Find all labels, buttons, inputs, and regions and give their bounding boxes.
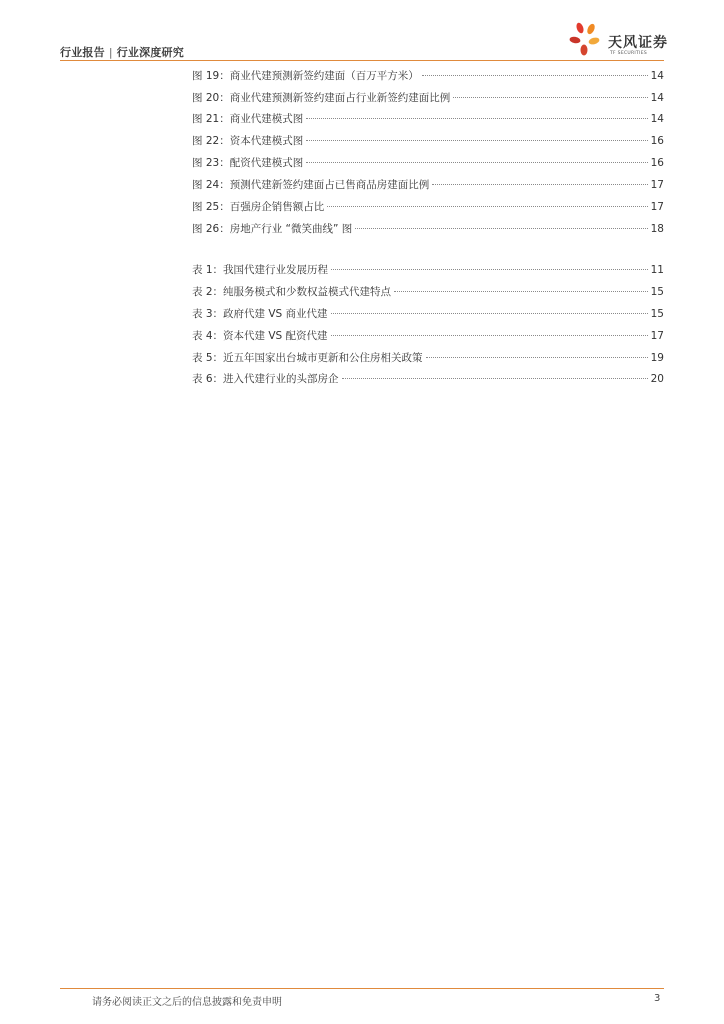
footer-disclaimer: 请务必阅读正文之后的信息披露和免责申明 xyxy=(92,997,282,1008)
toc-leader xyxy=(331,269,648,270)
toc-label: 表 2：纯服务模式和少数权益模式代建特点 xyxy=(192,286,392,298)
logo-petals xyxy=(569,22,600,56)
toc-entry-table-4[interactable] xyxy=(192,328,664,344)
toc-leader xyxy=(355,228,647,229)
toc-page: 15 xyxy=(650,308,664,320)
toc-page: 14 xyxy=(650,70,664,82)
logo-name: 天风证券 xyxy=(608,35,668,51)
toc-entry-table-1[interactable] xyxy=(192,262,664,278)
toc-entry-table-6[interactable] xyxy=(192,371,664,387)
toc-page: 20 xyxy=(650,373,664,385)
toc-leader xyxy=(422,75,648,76)
toc-label: 表 1：我国代建行业发展历程 xyxy=(192,264,329,276)
header-divider xyxy=(60,60,664,61)
toc-leader xyxy=(453,97,647,98)
toc-entry-figure-24[interactable] xyxy=(192,177,664,193)
toc-leader xyxy=(327,206,647,207)
toc-page: 11 xyxy=(650,264,664,276)
toc-entry-table-2[interactable] xyxy=(192,284,664,300)
toc-leader xyxy=(331,335,648,336)
toc-page: 17 xyxy=(650,330,664,342)
toc-leader xyxy=(306,118,647,119)
toc-label: 图 26：房地产行业 “微笑曲线” 图 xyxy=(192,223,353,235)
toc-label: 图 20：商业代建预测新签约建面占行业新签约建面比例 xyxy=(192,92,451,104)
toc-page: 15 xyxy=(650,286,664,298)
toc-label: 图 22：资本代建模式图 xyxy=(192,135,304,147)
toc-page: 16 xyxy=(650,135,664,147)
toc-entry-figure-26[interactable] xyxy=(192,221,664,237)
toc-label: 图 21：商业代建模式图 xyxy=(192,113,304,125)
toc-page: 17 xyxy=(650,179,664,191)
toc-leader xyxy=(306,162,647,163)
toc-page: 19 xyxy=(650,352,664,364)
toc-leader xyxy=(432,184,647,185)
header-separator: | xyxy=(108,46,113,59)
header-report-type: 行业深度研究 xyxy=(116,46,184,59)
toc-page: 14 xyxy=(650,113,664,125)
toc-label: 图 25：百强房企销售额占比 xyxy=(192,201,325,213)
toc-label: 表 6：进入代建行业的头部房企 xyxy=(192,373,339,385)
toc-label: 图 23：配资代建模式图 xyxy=(192,157,304,169)
toc-entry-figure-23[interactable] xyxy=(192,155,664,171)
toc-label: 表 3：政府代建 VS 商业代建 xyxy=(192,308,328,320)
toc-label: 图 24：预测代建新签约建面占已售商品房建面比例 xyxy=(192,179,430,191)
toc-entry-table-5[interactable] xyxy=(192,350,664,366)
toc-leader xyxy=(342,378,648,379)
toc-entry-figure-25[interactable] xyxy=(192,199,664,215)
toc-entry-figure-20[interactable] xyxy=(192,90,664,106)
header-category: 行业报告 xyxy=(60,46,105,59)
header-title xyxy=(60,44,184,60)
toc-entry-table-3[interactable] xyxy=(192,306,664,322)
toc-entry-figure-21[interactable] xyxy=(192,111,664,127)
logo-subtitle: TF SECURITIES xyxy=(610,51,648,56)
toc-label: 表 4：资本代建 VS 配资代建 xyxy=(192,330,328,342)
toc-leader xyxy=(331,313,648,314)
toc-leader xyxy=(426,357,648,358)
toc-leader xyxy=(306,140,647,141)
toc-label: 图 19：商业代建预测新签约建面（百万平方米） xyxy=(192,70,419,82)
toc-label: 表 5：近五年国家出台城市更新和公住房相关政策 xyxy=(192,352,423,364)
toc-page: 16 xyxy=(650,157,664,169)
page-number: 3 xyxy=(654,993,661,1004)
toc-page: 14 xyxy=(650,92,664,104)
toc-entry-figure-22[interactable] xyxy=(192,133,664,149)
footer-divider xyxy=(60,988,664,989)
toc-page: 17 xyxy=(650,201,664,213)
toc-entry-figure-19[interactable] xyxy=(192,68,664,84)
toc-page: 18 xyxy=(650,223,664,235)
toc-leader xyxy=(394,291,648,292)
